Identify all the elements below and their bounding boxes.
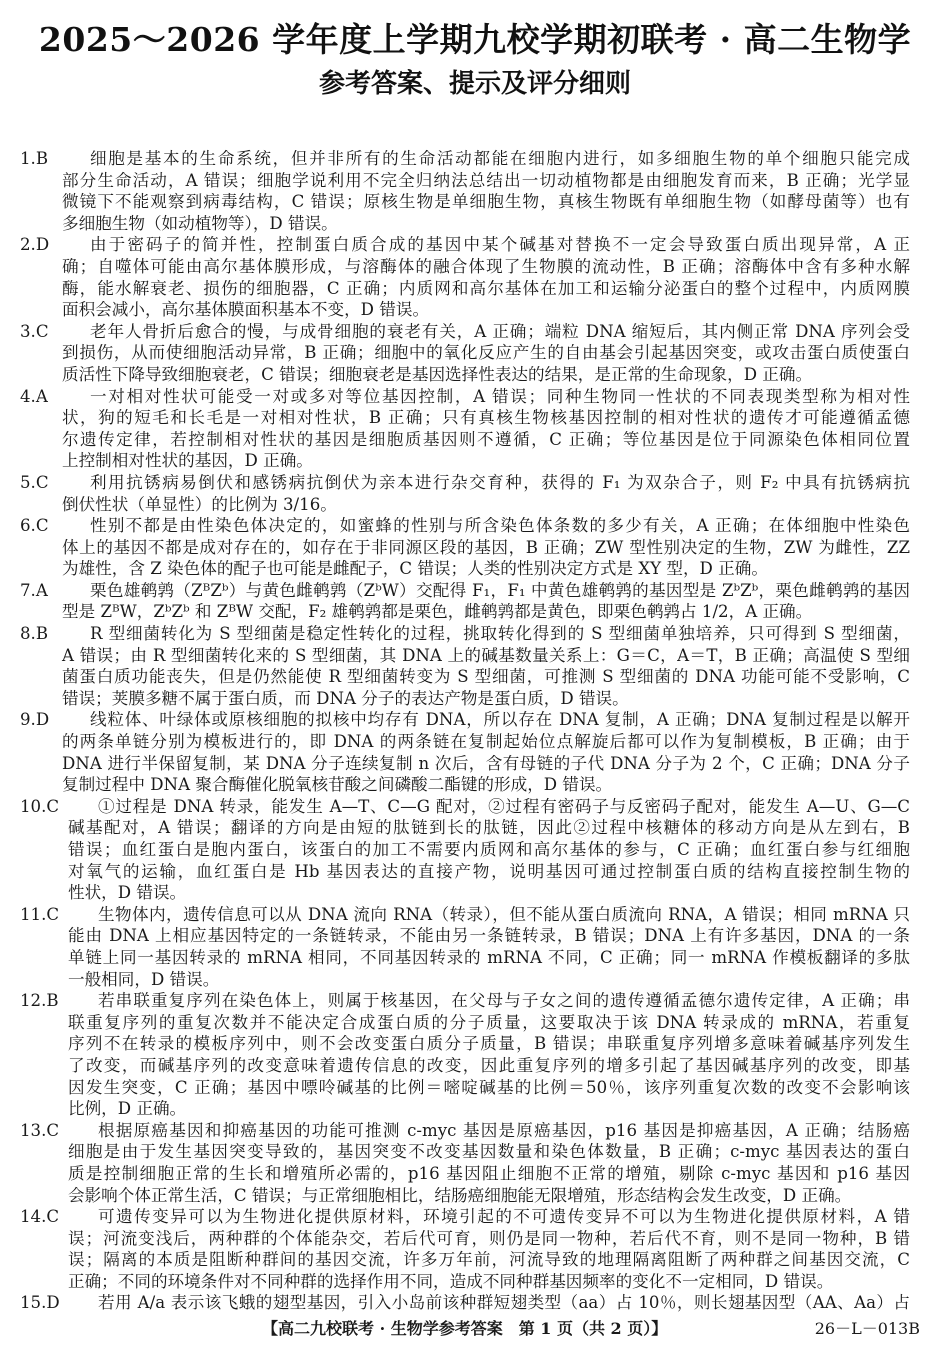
answer-line-text: A 错误；由 R 型细菌转化来的 S 型细菌，其 DNA 上的碱基数量关系上：G＝C，A＝T，B 正确；高温使 S 型细	[62, 645, 910, 665]
answer-line-text: 会影响个体正常生活，C 错误；与正常细胞相比，结肠癌细胞能无限增殖，形态结构会发生改变，D 正确。	[68, 1185, 852, 1205]
answer-line	[20, 537, 910, 559]
answer-line	[20, 364, 910, 386]
answer-line	[20, 494, 910, 516]
answer-line	[20, 1271, 910, 1293]
answer-line-text: R 型细菌转化为 S 型细菌是稳定性转化的过程，挑取转化得到的 S 型细菌单独培养，只可得到 S 型细菌，	[90, 624, 910, 644]
answer-line	[20, 688, 910, 710]
answer-line	[20, 925, 910, 947]
answer-item	[20, 148, 910, 234]
answer-line-text: 菌蛋白质功能丧失，但是仍然能使 R 型细菌转变为 S 型细菌，可推测 S 型细菌的 DNA 功能可能不受影响，C	[62, 667, 910, 687]
answer-line	[20, 882, 910, 904]
answer-line-text: 体上的基因不都是成对存在的，如存在于非同源区段的基因，B 正确；ZW 型性别决定的生物，ZW 为雌性，ZZ	[62, 537, 910, 557]
answer-line	[20, 817, 910, 839]
answer-line	[20, 148, 910, 170]
answer-line	[20, 450, 910, 472]
answer-line-text: 若串联重复序列在染色体上，则属于核基因，在父母与子女之间的遗传遵循孟德尔遗传定律，A 正确；串	[98, 991, 910, 1011]
answer-line-text: 线粒体、叶绿体或原核细胞的拟核中均存有 DNA，所以存在 DNA 复制，A 正确；DNA 复制过程是以解开	[90, 710, 910, 730]
answer-line	[20, 1033, 910, 1055]
answer-line	[20, 213, 910, 235]
answer-line	[20, 515, 910, 537]
footer-doc-code: 26－L－013B	[814, 1319, 920, 1338]
answer-line-text: DNA 进行半保留复制，某 DNA 分子连续复制 n 次后，含有母链的子代 DNA 分子为 2 个，C 正确；DNA 分子	[62, 753, 910, 773]
answer-line-text: 细胞是由于发生基因突变导致的，基因突变不改变基因数量和染色体数量，B 正确；c-myc 基因表达的蛋白	[68, 1142, 910, 1162]
answer-item	[20, 1206, 910, 1292]
answer-item	[20, 234, 910, 320]
document-subtitle: 参考答案、提示及评分细则	[318, 69, 631, 99]
answer-line	[20, 1077, 910, 1099]
answer-number: 11.C	[20, 904, 60, 924]
answer-line	[20, 1228, 910, 1250]
answer-line	[20, 234, 910, 256]
answer-line-text: 复制过程中 DNA 聚合酶催化脱氧核苷酸之间磷酸二酯键的形成，D 错误。	[62, 775, 613, 795]
answer-line	[20, 753, 910, 775]
answer-line-text: 正确；不同的环境条件对不同种群的选择作用不同，造成不同种群基因频率的变化不一定相同，D 错误。	[68, 1271, 834, 1291]
answer-line	[20, 990, 910, 1012]
answer-line-text: 微镜下不能观察到病毒结构，C 错误；原核生物是单细胞生物，真核生物既有单细胞生物（如酵母菌等）也有	[62, 192, 910, 212]
answer-line-text: 序列不在转录的模板序列中，则不会改变蛋白质分子质量，B 错误；串联重复序列增多意味着碱基序列发生	[68, 1034, 910, 1054]
answer-number: 3.C	[20, 321, 49, 341]
answer-line	[20, 429, 910, 451]
answer-item	[20, 1120, 910, 1206]
answer-line	[20, 299, 910, 321]
answer-line-text: 误；隔离的本质是阻断种群间的基因交流，许多万年前，河流导致的地理隔离阻断了两种群之间基因交流，C	[68, 1250, 910, 1270]
answer-line-text: 面积会减小，高尔基体膜面积基本不变，D 错误。	[62, 300, 430, 320]
answer-line	[20, 1055, 910, 1077]
answer-number: 9.D	[20, 710, 50, 730]
answer-line	[20, 904, 910, 926]
answer-line-text: 碱基配对，A 错误；翻译的方向是由短的肽链到长的肽链，因此②过程中核糖体的移动方向是从左到右，B	[68, 818, 910, 838]
answer-number: 12.B	[20, 991, 59, 1011]
answer-line	[20, 645, 910, 667]
answer-line	[20, 839, 910, 861]
answer-line	[20, 1292, 910, 1314]
answer-line-text: 尔遗传定律，若控制相对性状的基因是细胞质基因则不遵循，C 正确；等位基因是位于同源染色体相同位置	[62, 429, 910, 449]
answer-line	[20, 1249, 910, 1271]
answer-line-text: 性状，D 错误。	[68, 883, 187, 903]
answer-number: 5.C	[20, 472, 49, 492]
footer-page-info: 【高二九校联考 · 生物学参考答案 第 1 页（共 2 页）】	[262, 1319, 668, 1338]
answer-line	[20, 1098, 910, 1120]
answer-line	[20, 1206, 910, 1228]
answer-line-text: 误；河流变浅后，两种群的个体能杂交，若后代可育，则仍是同一物种，若后代不育，则不是同一物种，B 错	[68, 1228, 910, 1248]
answer-line	[20, 1012, 910, 1034]
answer-line	[20, 558, 910, 580]
answer-line-text: 确；自噬体可能由高尔基体膜形成，与溶酶体的融合体现了生物膜的流动性，B 正确；溶酶体中含有多种水解	[62, 256, 910, 276]
answer-line-text: 错误；荚膜多糖不属于蛋白质，而 DNA 分子的表达产物是蛋白质，D 错误。	[62, 688, 629, 708]
answer-line-text: 错误；血红蛋白是胞内蛋白，该蛋白的加工不需要内质网和高尔基体的参与，C 正确；血红蛋白参与红细胞	[68, 840, 910, 859]
answer-line	[20, 472, 910, 494]
answer-line-text: 性别不都是由性染色体决定的，如蜜蜂的性别与所含染色体条数的多少有关，A 正确；在体细胞中性染色	[90, 516, 910, 536]
answer-item	[20, 904, 910, 990]
answer-line	[20, 321, 910, 343]
answer-line-text: 型是 ZᴮW，ZᵇZᵇ 和 ZᴮW 交配，F₂ 雄鹌鹑都是栗色，雌鹌鹑都是黄色，即栗色鹌鹑占 1/2，A 正确。	[62, 602, 813, 622]
answer-item	[20, 796, 910, 904]
answer-line-text: 栗色雄鹌鹑（ZᴮZᵇ）与黄色雌鹌鹑（ZᵇW）交配得 F₁，F₁ 中黄色雄鹌鹑的基因型是 ZᵇZᵇ，栗色雌鹌鹑的基因	[90, 580, 910, 600]
answer-item	[20, 623, 910, 709]
answer-item	[20, 472, 910, 515]
answer-line-text: ①过程是 DNA 转录，能发生 A—T、C—G 配对，②过程有密码子与反密码子配对，能发生 A—U、G—C	[98, 796, 910, 816]
answer-line	[20, 1163, 910, 1185]
answer-line-text: 老年人骨折后愈合的慢，与成骨细胞的衰老有关，A 正确；端粒 DNA 缩短后，其内侧正常 DNA 序列会受	[90, 321, 910, 341]
answer-line-text: 质是控制细胞正常的生长和增殖所必需的，p16 基因阻止细胞不正常的增殖，剔除 c-myc 基因和 p16 基因	[68, 1163, 910, 1183]
answer-line	[20, 623, 910, 645]
answer-line-text: 生物体内，遗传信息可以从 DNA 流向 RNA（转录），但不能从蛋白质流向 RNA，A 错误；相同 mRNA 只	[98, 904, 910, 924]
answer-line-text: 比例，D 正确。	[68, 1099, 187, 1119]
answer-line	[20, 731, 910, 753]
answer-line	[20, 191, 910, 213]
answer-number: 7.A	[20, 580, 48, 600]
answer-line	[20, 861, 910, 883]
answer-number: 1.B	[20, 149, 49, 168]
answer-line	[20, 601, 910, 623]
answer-line-text: 质活性下降导致细胞衰老，C 错误；细胞衰老是基因选择性表达的结果，是正常的生命现象，D 正确。	[62, 364, 813, 384]
answer-line-text: 可遗传变异可以为生物进化提供原材料，环境引起的不可遗传变异不可以为生物进化提供原材料，A 错	[98, 1207, 910, 1227]
answer-line	[20, 407, 910, 429]
answer-line-text: 利用抗锈病易倒伏和感锈病抗倒伏为亲本进行杂交育种，获得的 F₁ 为双杂合子，则 F₂ 中具有抗锈病抗	[90, 472, 910, 492]
answer-line	[20, 278, 910, 300]
answer-item	[20, 990, 910, 1120]
answer-line-text: 一对相对性状可能受一对或多对等位基因控制，A 错误；同种生物同一性状的不同表现类型称为相对性	[90, 386, 910, 406]
answer-number: 4.A	[20, 386, 48, 406]
answer-line	[20, 170, 910, 192]
answer-line-text: 根据原癌基因和抑癌基因的功能可推测 c-myc 基因是原癌基因，p16 基因是抑癌基因，A 正确；结肠癌	[98, 1120, 910, 1140]
answer-line	[20, 709, 910, 731]
answer-line-text: 状，狗的短毛和长毛是一对相对性状，B 正确；只有真核生物核基因控制的相对性状的遗传才可能遵循孟德	[62, 408, 910, 428]
answer-item	[20, 321, 910, 386]
answer-number: 14.C	[20, 1207, 60, 1227]
answer-line	[20, 796, 910, 818]
answer-line	[20, 774, 910, 796]
answer-number: 10.C	[20, 796, 60, 816]
answer-number: 6.C	[20, 516, 49, 536]
answer-line	[20, 666, 910, 688]
document-title: 2025～2026 学年度上学期九校学期初联考 · 高二生物学	[38, 20, 912, 59]
answer-line	[20, 947, 910, 969]
answer-line-text: 的两条单链分别为模板进行的，即 DNA 的两条链在复制起始位点解旋后都可以作为复制模板，B 正确；由于	[62, 732, 910, 752]
answer-line-text: 对氧气的运输，血红蛋白是 Hb 基因表达的直接产物，说明基因可通过控制蛋白质的结构直接控制生物的	[68, 861, 910, 881]
answer-item	[20, 580, 910, 623]
answer-line	[20, 342, 910, 364]
answer-line-text: 倒伏性状（单显性）的比例为 3/16。	[62, 494, 337, 514]
answer-item	[20, 709, 910, 795]
answer-number: 8.B	[20, 624, 49, 644]
answer-line	[20, 1141, 910, 1163]
answer-line-text: 细胞是基本的生命系统，但并非所有的生命活动都能在细胞内进行，如多细胞生物的单个细胞只能完成	[90, 149, 910, 168]
answer-item	[20, 515, 910, 580]
answer-number: 13.C	[20, 1120, 60, 1140]
answer-line-text: 部分生命活动，A 错误；细胞学说利用不完全归纳法总结出一切动植物都是由细胞发育而来，B 正确；光学显	[62, 170, 910, 190]
answer-line-text: 上控制相对性状的基因，D 正确。	[62, 451, 313, 471]
answer-line	[20, 580, 910, 602]
answer-line-text: 到损伤，从而使细胞活动异常，B 正确；细胞中的氧化反应产生的自由基会引起基因突变，或攻击蛋白质使蛋白	[62, 343, 910, 363]
answer-line-text: 为雄性，含 Z 染色体的配子也可能是雌配子，C 错误；人类的性别决定方式是 XY 型，D 正确。	[62, 559, 768, 579]
answer-line-text: 一般相同，D 错误。	[68, 969, 220, 989]
answer-line-text: 能由 DNA 上相应基因特定的一条链转录，不能由另一条链转录，B 错误；DNA 上有许多基因，DNA 的一条	[68, 926, 910, 946]
answer-line	[20, 1120, 910, 1142]
answer-line	[20, 256, 910, 278]
answer-item	[20, 1292, 910, 1314]
answer-line-text: 由于密码子的简并性，控制蛋白质合成的基因中某个碱基对替换不一定会导致蛋白质出现异常，A 正	[90, 235, 910, 255]
answer-line-text: 了改变，而碱基序列的改变意味着遗传信息的改变，因此重复序列的增多引起了基因碱基序列的改变，即基	[68, 1055, 910, 1075]
answer-line-text: 联重复序列的重复次数并不能决定合成蛋白质的分子质量，这要取决于该 DNA 转录成的 mRNA，若重复	[68, 1012, 910, 1032]
answer-line-text: 单链上同一基因转录的 mRNA 相同，不同基因转录的 mRNA 不同，C 正确；同一 mRNA 作模板翻译的多肽	[68, 947, 910, 967]
answer-line	[20, 969, 910, 991]
answer-line-text: 因发生突变，C 正确；基因中嘌呤碱基的比例＝嘧啶碱基的比例＝50％，该序列重复次数的改变不会影响该	[68, 1077, 910, 1097]
answer-line-text: 酶，能水解衰老、损伤的细胞器，C 正确；内质网和高尔基体在加工和运输分泌蛋白的整个过程中，内质网膜	[62, 278, 910, 298]
answer-number: 15.D	[20, 1293, 60, 1313]
answer-line	[20, 386, 910, 408]
answer-line-text: 多细胞生物（如动植物等），D 错误。	[62, 213, 338, 233]
answer-number: 2.D	[20, 235, 50, 255]
answer-line	[20, 1185, 910, 1207]
answer-list	[20, 148, 910, 1314]
answer-line-text: 若用 A/a 表示该飞蛾的翅型基因，引入小岛前该种群短翅类型（aa）占 10％，则长翅基因型（AA、Aa）占	[98, 1293, 910, 1313]
answer-item	[20, 386, 910, 472]
